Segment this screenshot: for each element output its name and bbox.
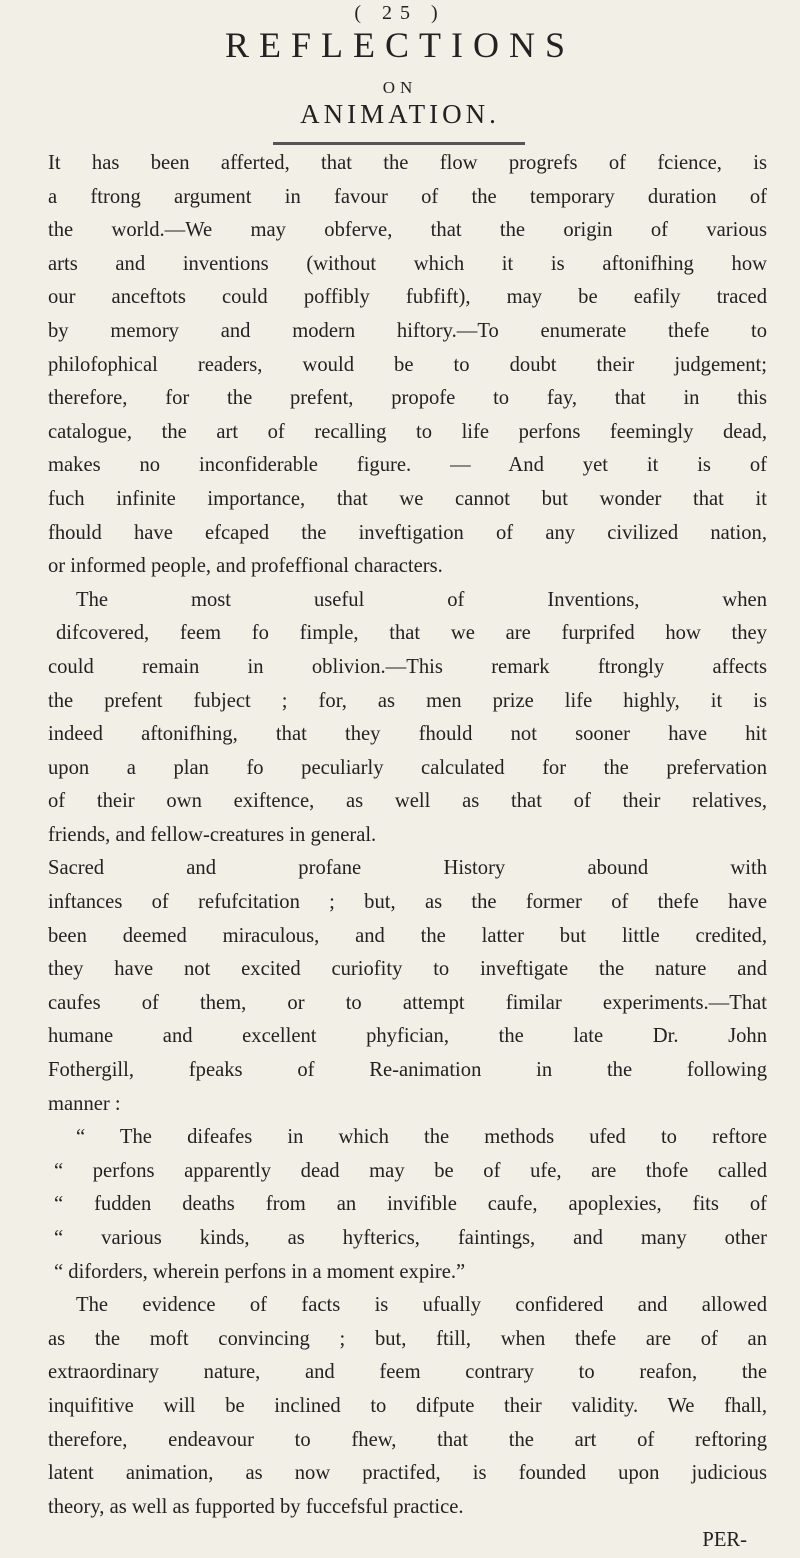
quote-line: “ The difeafes in which the methods ufed to reftore: [76, 1126, 767, 1149]
text-line: been deemed miraculous, and the latter but little credited,: [48, 924, 767, 947]
quote-line: “ perfons apparently dead may be of ufe, are thofe called: [54, 1159, 767, 1182]
text-line: latent animation, as now practifed, is founded upon judicious: [48, 1462, 767, 1485]
paragraph-start-line: The most useful of Inventions, when: [76, 588, 767, 611]
page-number: ( 25 ): [354, 2, 446, 24]
text-line: manner :: [48, 1092, 121, 1115]
text-line: as the moft convincing ; but, ftill, when thefe are of an: [48, 1327, 767, 1350]
text-line: arts and inventions (without which it is aftonifhing how: [48, 252, 767, 275]
paragraph-start-line: Sacred and profane History abound with: [48, 857, 767, 880]
text-line: catalogue, the art of recalling to life perfons feemingly dead,: [48, 420, 767, 443]
text-line: our anceftots could poffibly fubfift), may be eafily traced: [48, 286, 767, 309]
text-line: therefore, for the prefent, propofe to fay, that in this: [48, 387, 767, 410]
body-text: [48, 147, 767, 1558]
text-line: difcovered, feem fo fimple, that we are furprifed how they: [56, 622, 767, 645]
text-line: by memory and modern hiftory.—To enumerate thefe to: [48, 319, 767, 342]
text-line: could remain in oblivion.—This remark ftrongly affects: [48, 655, 767, 678]
chapter-subtitle: ANIMATION.: [300, 99, 500, 129]
text-line: they have not excited curiofity to inveftigate the nature and: [48, 958, 767, 981]
text-line: indeed aftonifhing, that they fhould not sooner have hit: [48, 723, 767, 746]
quote-line: “ fudden deaths from an invifible caufe, apoplexies, fits of: [54, 1193, 767, 1216]
text-line: inquifitive will be inclined to difpute their validity. We fhall,: [48, 1394, 767, 1417]
text-line: It has been afferted, that the flow progrefs of fcience, is: [48, 152, 767, 174]
text-line: theory, as well as fupported by fuccefsful practice.: [48, 1495, 464, 1518]
text-line: the world.—We may obferve, that the origin of various: [48, 219, 767, 242]
text-line: fuch infinite importance, that we cannot but wonder that it: [48, 487, 767, 510]
text-line: fhould have efcaped the inveftigation of any civilized nation,: [48, 521, 767, 544]
text-line: upon a plan fo peculiarly calculated for the prefervation: [48, 756, 767, 779]
title-rule: [273, 142, 525, 145]
catchword: PER-: [702, 1529, 747, 1552]
chapter-title: REFLECTIONS: [224, 25, 575, 65]
text-line: a ftrong argument in favour of the temporary duration of: [48, 185, 767, 208]
text-line: the prefent fubject ; for, as men prize life highly, it is: [48, 689, 767, 712]
quote-line: “ various kinds, as hyfterics, faintings, and many other: [54, 1227, 767, 1249]
quote-line: “ diforders, wherein perfons in a moment expire.”: [54, 1260, 466, 1283]
paragraph-start-line: The evidence of facts is ufually confidered and allowed: [76, 1294, 767, 1317]
text-line: friends, and fellow-creatures in general.: [48, 823, 377, 846]
title-on: ON: [382, 78, 418, 97]
text-line: therefore, endeavour to fhew, that the art of reftoring: [48, 1428, 767, 1451]
text-line: of their own exiftence, as well as that of their relatives,: [48, 790, 767, 813]
text-line: humane and excellent phyfician, the late Dr. John: [48, 1025, 767, 1048]
text-line: or informed people, and profeffional characters.: [48, 555, 443, 578]
text-line: philofophical readers, would be to doubt their judgement;: [48, 353, 767, 376]
text-line: Fothergill, fpeaks of Re-animation in the following: [48, 1059, 767, 1082]
text-line: caufes of them, or to attempt fimilar experiments.—That: [48, 991, 767, 1014]
text-line: inftances of refufcitation ; but, as the former of thefe have: [48, 891, 767, 914]
text-line: extraordinary nature, and feem contrary to reafon, the: [48, 1361, 767, 1384]
text-line: makes no inconfiderable figure. — And yet it is of: [48, 454, 767, 477]
